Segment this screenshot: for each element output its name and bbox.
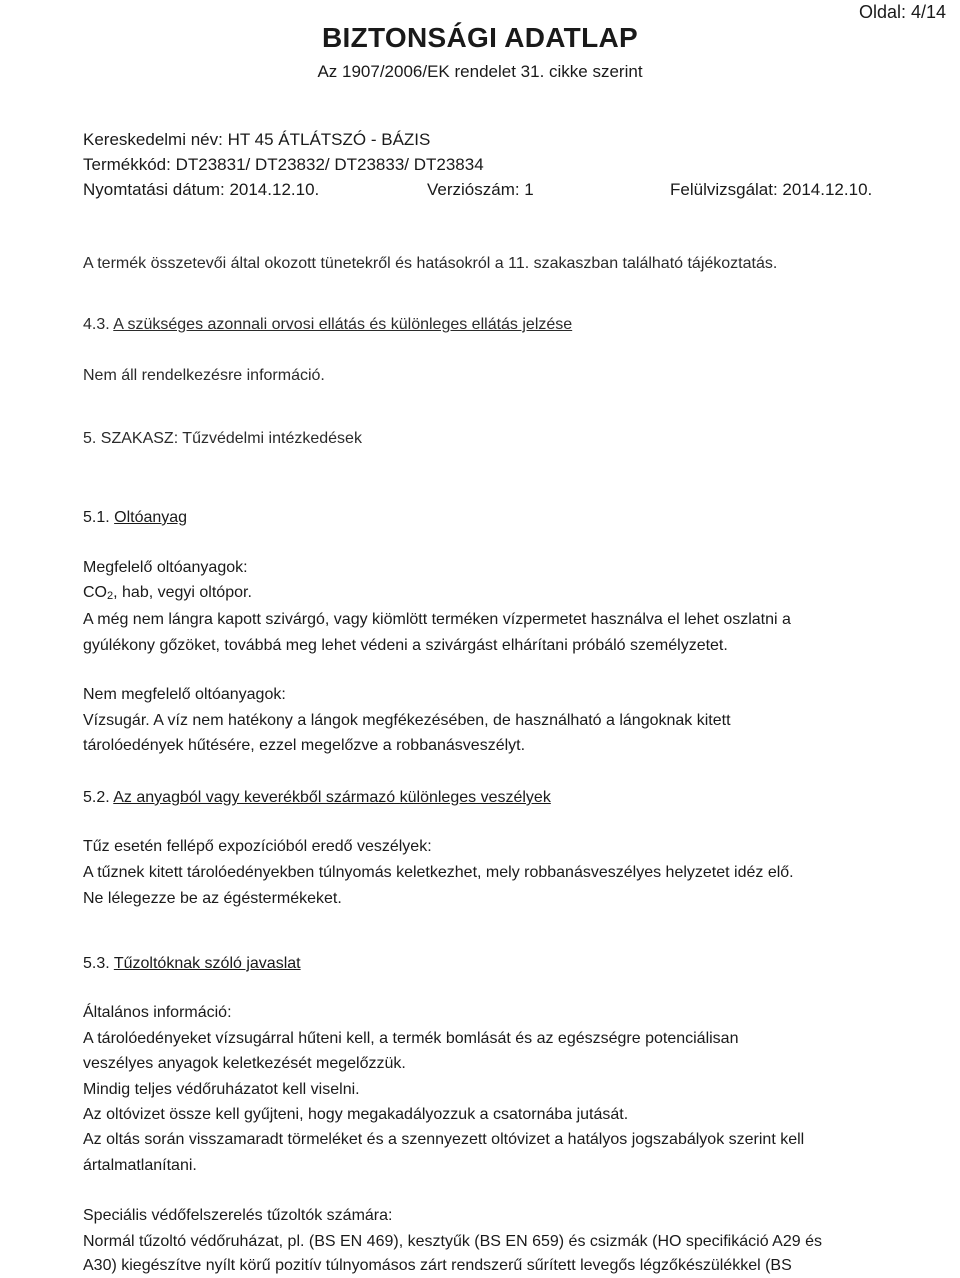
section-5-1-heading [83, 509, 187, 527]
general-line-4: Az oltóvizet össze kell gyűjteni, hogy megakadályozzuk a csatornába jutását. [83, 1106, 629, 1123]
hazard-line-1: A tűznek kitett tárolóedényekben túlnyomás keletkezhet, mely robbanásveszélyes helyzetet idéz elő. [83, 864, 794, 881]
document-subtitle: Az 1907/2006/EK rendelet 31. cikke szerint [317, 62, 643, 81]
no-info-paragraph: Nem áll rendelkezésre információ. [83, 367, 325, 384]
suitable-media-rest: , hab, vegyi oltópor. [113, 584, 252, 601]
spray-line-2: gyúlékony gőzöket, továbbá meg lehet védeni a szivárgást elhárítani próbáló személyzetet. [83, 637, 728, 654]
trade-name: Kereskedelmi név: HT 45 ÁTLÁTSZÓ - BÁZIS [83, 130, 431, 149]
general-line-2: veszélyes anyagok keletkezését megelőzzük. [83, 1055, 406, 1072]
ppe-label: Speciális védőfelszerelés tűzoltók számára: [83, 1207, 393, 1224]
section-4-3-heading [83, 316, 572, 334]
section-title: Az anyagból vagy keverékből származó különleges veszélyek [113, 789, 551, 806]
suitable-media-label: Megfelelő oltóanyagok: [83, 559, 248, 576]
section-title: A szükséges azonnali orvosi ellátás és különleges ellátás jelzése [113, 316, 573, 333]
unsuitable-line-2: tárolóedények hűtésére, ezzel megelőzve a robbanásveszélyt. [83, 737, 526, 754]
spray-line-1: A még nem lángra kapott szivárgó, vagy kiömlött terméken vízpermetet használva el lehet oszlatni a [83, 611, 791, 628]
section-title: Oltóanyag [114, 509, 188, 526]
print-date: Nyomtatási dátum: 2014.12.10. [83, 180, 320, 199]
section-5-2-heading [83, 789, 551, 807]
suitable-media-co: CO [83, 584, 107, 601]
version-number: Verziószám: 1 [427, 180, 534, 199]
ppe-line-1: Normál tűzoltó védőruházat, pl. (BS EN 469), kesztyűk (BS EN 659) és csizmák (HO specifikáció A29 és [83, 1233, 822, 1250]
document-title: BIZTONSÁGI ADATLAP [322, 22, 638, 53]
general-info-label: Általános információ: [83, 1004, 232, 1021]
general-line-3: Mindig teljes védőruházatot kell viselni. [83, 1081, 360, 1098]
section-5-heading: 5. SZAKASZ: Tűzvédelmi intézkedések [83, 430, 362, 447]
section-number: 5.1. [83, 509, 110, 526]
section-5-3-heading [83, 955, 301, 973]
page-number: Oldal: 4/14 [858, 2, 946, 22]
section-number: 5.2. [83, 789, 110, 806]
unsuitable-line-1: Vízsugár. A víz nem hatékony a lángok megfékezésében, de használható a lángoknak kitett [83, 712, 731, 729]
subscript: 2 [107, 590, 114, 602]
general-line-6: ártalmatlanítani. [83, 1157, 197, 1174]
general-line-5: Az oltás során visszamaradt törmeléket és a szennyezett oltóvizet a hatályos jogszabályok szerint kell [83, 1131, 805, 1148]
unsuitable-media-label: Nem megfelelő oltóanyagok: [83, 686, 286, 703]
product-code: Termékkód: DT23831/ DT23832/ DT23833/ DT23834 [83, 155, 484, 174]
revision-date: Felülvizsgálat: 2014.12.10. [670, 180, 873, 199]
section-title: Tűzoltóknak szóló javaslat [113, 955, 301, 972]
section-number: 4.3. [83, 316, 110, 333]
symptoms-paragraph: A termék összetevői által okozott tünetekről és hatásokról a 11. szakaszban található tájékoztatás. [83, 255, 778, 272]
hazard-label: Tűz esetén fellépő expozícióból eredő veszélyek: [83, 838, 432, 855]
suitable-media-value [83, 584, 252, 602]
section-number: 5.3. [83, 955, 110, 972]
hazard-line-2: Ne lélegezze be az égéstermékeket. [83, 890, 342, 907]
ppe-line-2: A30) kiegészítve nyílt körű pozitív túlnyomásos zárt rendszerű sűrített levegős légzőkészülékkel (BS [83, 1257, 792, 1274]
general-line-1: A tárolóedényeket vízsugárral hűteni kell, a termék bomlását és az egészségre potenciálisan [83, 1030, 739, 1047]
